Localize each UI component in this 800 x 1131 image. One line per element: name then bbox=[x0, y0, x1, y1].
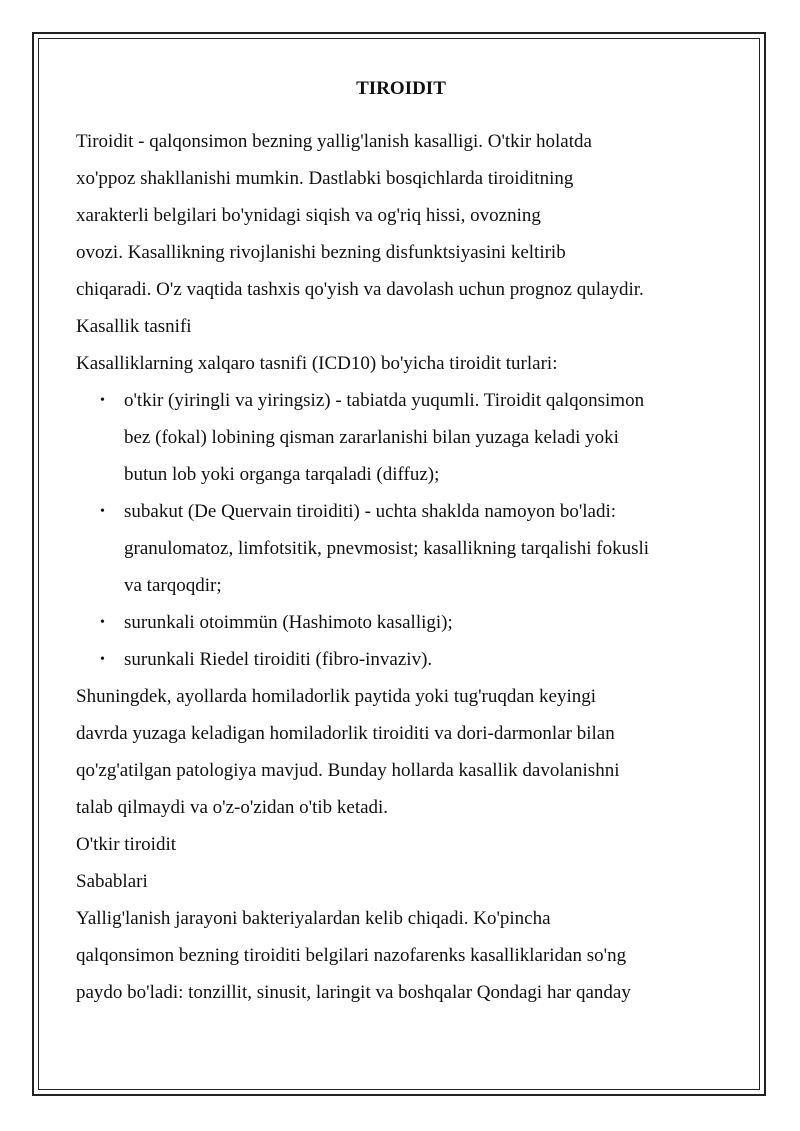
intro-line: xo'ppoz shakllanishi mumkin. Dastlabki bosqichlarda tiroiditning bbox=[76, 168, 574, 189]
classification-heading: Kasallik tasnifi bbox=[76, 316, 192, 337]
list-item bbox=[76, 604, 726, 641]
list-item-line: granulomatoz, limfotsitik, pnevmosist; kasallikning tarqalishi fokusli bbox=[124, 538, 650, 559]
list-item-line: bez (fokal) lobining qisman zararlanishi bilan yuzaga keladi yoki bbox=[124, 427, 619, 448]
document-body bbox=[76, 70, 726, 1011]
list-item bbox=[76, 382, 726, 493]
document-title: TIROIDIT bbox=[356, 78, 446, 99]
list-item-line: subakut (De Quervain tiroiditi) - uchta shaklda namoyon bo'ladi: bbox=[124, 501, 617, 522]
causes-heading: Sabablari bbox=[76, 871, 148, 892]
additional-paragraph bbox=[76, 678, 726, 826]
bullet-icon: • bbox=[100, 615, 105, 630]
paragraph-line: davrda yuzaga keladigan homiladorlik tiroiditi va dori-darmonlar bilan bbox=[76, 723, 615, 744]
intro-paragraph bbox=[76, 123, 726, 308]
paragraph-line: qo'zg'atilgan patologiya mavjud. Bunday hollarda kasallik davolanishni bbox=[76, 760, 620, 781]
bullet-icon: • bbox=[100, 504, 105, 519]
paragraph-line: Yallig'lanish jarayoni bakteriyalardan kelib chiqadi. Ko'pincha bbox=[76, 908, 551, 929]
intro-line: Tiroidit - qalqonsimon bezning yallig'lanish kasalligi. O'tkir holatda bbox=[76, 131, 592, 152]
paragraph-line: talab qilmaydi va o'z-o'zidan o'tib ketadi. bbox=[76, 797, 389, 818]
intro-line: xarakterli belgilari bo'ynidagi siqish va og'riq hissi, ovozning bbox=[76, 205, 541, 226]
intro-line: ovozi. Kasallikning rivojlanishi bezning disfunktsiyasini keltirib bbox=[76, 242, 566, 263]
list-item-line: butun lob yoki organga tarqaladi (diffuz); bbox=[124, 464, 440, 485]
thyroiditis-types-list bbox=[76, 382, 726, 678]
paragraph-line: paydo bo'ladi: tonzillit, sinusit, laringit va boshqalar Qondagi har qanday bbox=[76, 982, 631, 1003]
paragraph-line: Shuningdek, ayollarda homiladorlik paytida yoki tug'ruqdan keyingi bbox=[76, 686, 597, 707]
list-item bbox=[76, 641, 726, 678]
causes-paragraph bbox=[76, 900, 726, 1011]
list-item-line: surunkali Riedel tiroiditi (fibro-invaziv). bbox=[124, 649, 433, 670]
list-item-line: va tarqoqdir; bbox=[124, 575, 222, 596]
list-item-line: o'tkir (yiringli va yiringsiz) - tabiatda yuqumli. Tiroidit qalqonsimon bbox=[124, 390, 645, 411]
paragraph-line: qalqonsimon bezning tiroiditi belgilari nazofarenks kasalliklaridan so'ng bbox=[76, 945, 627, 966]
acute-heading: O'tkir tiroidit bbox=[76, 834, 177, 855]
bullet-icon: • bbox=[100, 652, 105, 667]
list-item bbox=[76, 493, 726, 604]
list-item-line: surunkali otoimmün (Hashimoto kasalligi); bbox=[124, 612, 453, 633]
classification-intro: Kasalliklarning xalqaro tasnifi (ICD10) bo'yicha tiroidit turlari: bbox=[76, 353, 558, 374]
intro-line: chiqaradi. O'z vaqtida tashxis qo'yish va davolash uchun prognoz qulaydir. bbox=[76, 279, 644, 300]
bullet-icon: • bbox=[100, 393, 105, 408]
